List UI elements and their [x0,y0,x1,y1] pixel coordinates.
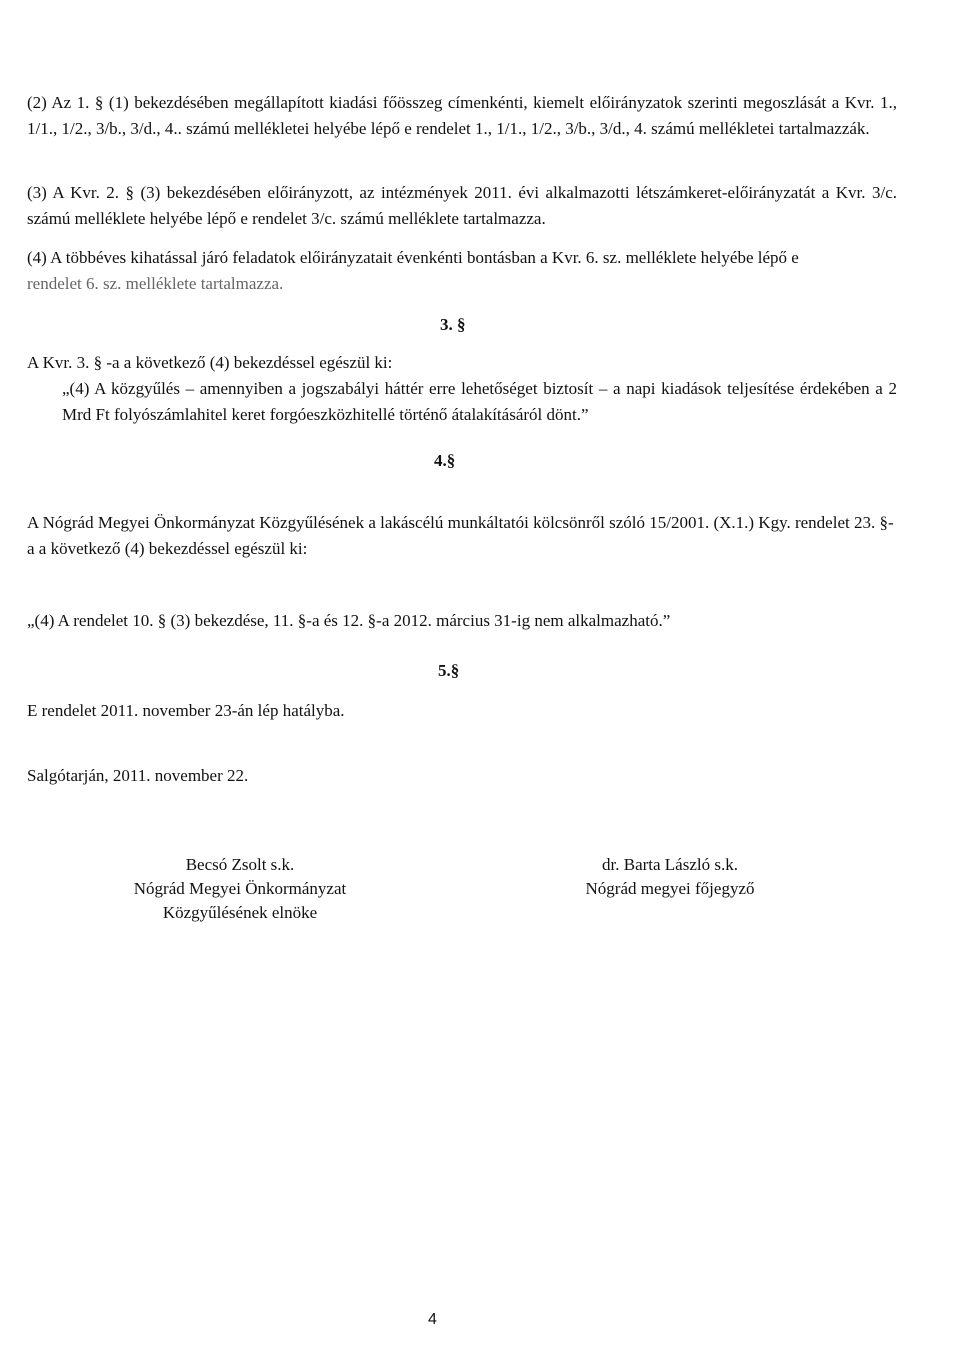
section-4-intro: A Nógrád Megyei Önkormányzat Közgyűlésének a lakáscélú munkáltatói kölcsönről szóló 15/2001. (X.1.) Kgy. rendelet 23. §-a a következő (4) bekezdéssel egészül ki: [27,513,894,558]
section-5-heading: 5.§ [438,661,460,680]
section-4-quote: „(4) A rendelet 10. § (3) bekezdése, 11. §-a és 12. §-a 2012. március 31-ig nem alkalmazható.” [27,611,671,630]
section-3-quote: „(4) A közgyűlés – amennyiben a jogszabályi háttér erre lehetőséget biztosít – a napi kiadások teljesítése érdekében a 2 Mrd Ft folyószámlahitel keret forgóeszközhitellé történő átalakításáról dönt.” [62,379,897,424]
signatory-name: dr. Barta László s.k. [602,855,738,874]
place-and-date: Salgótarján, 2011. november 22. [27,766,249,785]
section-5-text: E rendelet 2011. november 23-án lép hatályba. [27,701,345,720]
page-number: 4 [428,1311,437,1328]
paragraph-2-3: (3) A Kvr. 2. § (3) bekezdésében előirányzott, az intézmények 2011. évi alkalmazotti létszámkeret-előirányzatát a Kvr. 3/c. számú melléklete helyébe lépő e rendelet 3/c. számú melléklete tartalmazza. [27,183,897,228]
section-3-heading: 3. § [440,315,466,334]
signature-block-right [520,853,820,901]
signature-block-left [85,853,395,925]
signatory-title: Nógrád Megyei Önkormányzat [133,879,347,898]
paragraph-2-4-line2: rendelet 6. sz. melléklete tartalmazza. [27,274,284,289]
section-4-heading: 4.§ [434,451,456,470]
signatory-name: Becsó Zsolt s.k. [185,855,295,874]
signatory-title: Közgyűlésének elnöke [162,903,318,922]
paragraph-2-4-line1: (4) A többéves kihatással járó feladatok előirányzatait évenkénti bontásban a Kvr. 6. sz. melléklete helyébe lépő e [27,248,799,267]
signatory-title: Nógrád megyei főjegyző [585,879,755,898]
paragraph-2-2: (2) Az 1. § (1) bekezdésében megállapított kiadási főösszeg címenkénti, kiemelt előirányzatok szerinti megoszlását a Kvr. 1., 1/1., 1/2., 3/b., 3/d., 4.. számú mellékletei helyébe lépő e rendelet 1., 1/1., 1/2., 3/b., 3/d., 4. számú mellékletei tartalmazzák. [27,93,897,138]
section-3-intro: A Kvr. 3. § -a a következő (4) bekezdéssel egészül ki: [27,353,393,372]
